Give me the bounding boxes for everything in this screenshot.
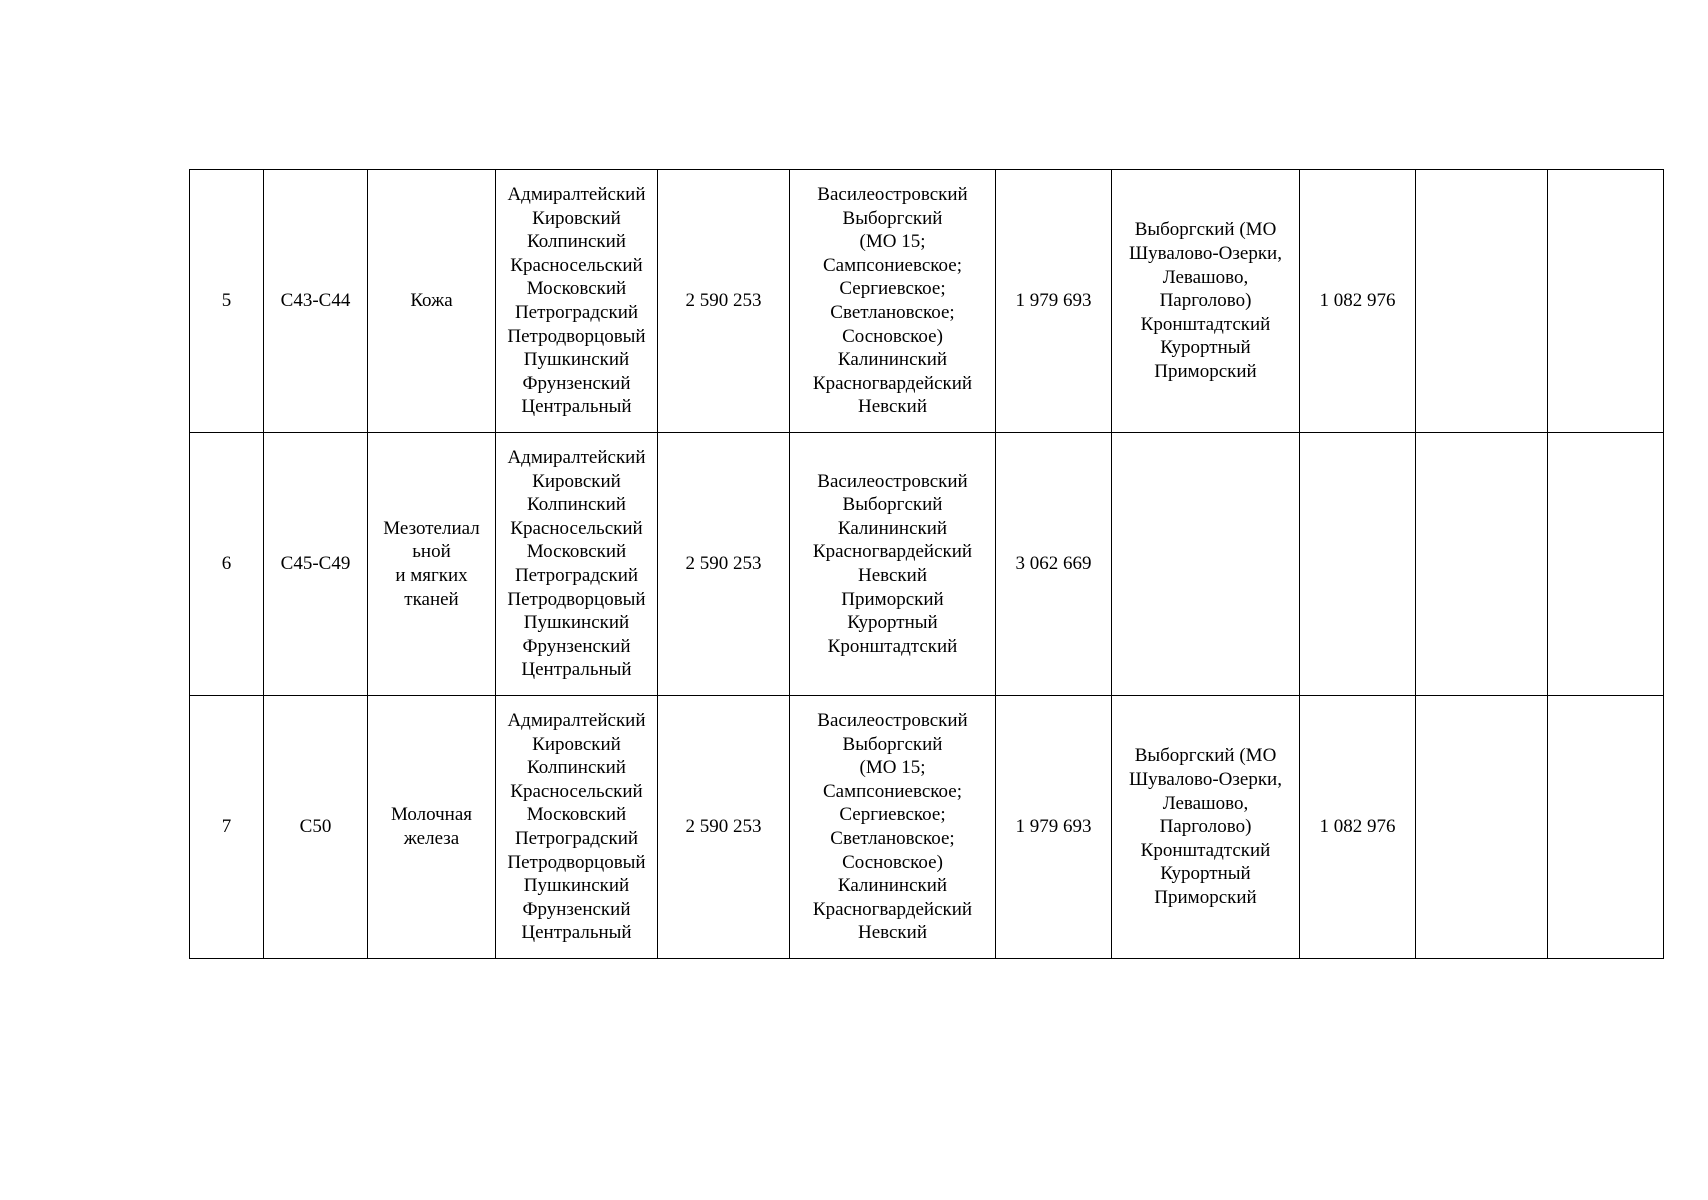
cell-line: Колпинский [527,231,626,253]
cell-line: Кронштадтский [827,635,958,657]
cell-line: Василеостровский [817,184,968,206]
cell-line: Центральный [521,396,632,418]
cell-line: Выборгский [842,733,943,755]
group2-districts-cell [790,170,996,433]
cell-line: ьной [412,541,451,563]
cell-line: Московский [526,804,627,826]
extra2-cell [1548,696,1664,959]
cell-line: Сосновское) [842,325,943,347]
cell-line: Светлановское; [830,828,955,849]
cell-line: Левашово, [1162,792,1249,814]
cell-line: Мезотелиал [383,517,480,539]
cell-line: Красногвардейский [812,372,973,394]
group3-value-cell [1300,433,1416,696]
cell-line: Сергиевское; [839,804,946,826]
cell-line: Сампсониевское; [822,780,962,802]
row-number-cell: 7 [190,696,264,959]
cell-line: (МО 15; [859,757,926,779]
cell-line: Парголово) [1159,290,1252,312]
cell-line: Красносельский [510,780,643,802]
cell-line: Пушкинский [523,349,630,371]
extra2-cell [1548,170,1664,433]
cell-line: Адмиралтейский [507,710,646,732]
cell-line: Колпинский [527,757,626,779]
localization-cell [368,170,496,433]
cell-line: Невский [857,565,927,586]
cell-line: Калининский [837,875,948,897]
cell-line: Красносельский [510,517,643,539]
extra2-cell [1548,433,1664,696]
cell-line: Калининский [837,349,948,371]
group1-value-cell: 2 590 253 [658,170,790,433]
cell-line: Шувалово-Озерки, [1129,769,1282,791]
group3-value-cell: 1 082 976 [1300,696,1416,959]
extra1-cell [1416,433,1548,696]
cell-line: Петродворцовый [507,588,646,610]
cell-line: Сосновское) [842,851,943,873]
cell-line: тканей [404,588,459,610]
localization-cell [368,433,496,696]
cell-line: Кронштадтский [1140,313,1271,335]
cell-line: Кировский [532,207,621,229]
table-body [190,170,1664,959]
cell-line: Курортный [847,612,938,634]
cell-line: Пушкинский [523,875,630,897]
extra1-cell [1416,170,1548,433]
cell-line: Сергиевское; [839,278,946,300]
group2-districts-cell [790,433,996,696]
cell-line: Приморский [841,588,944,610]
icd-code-cell: С45-С49 [264,433,368,696]
cell-line: Московский [526,541,627,563]
cell-line: Курортный [1160,337,1251,359]
cell-line: и мягких [395,565,468,586]
cell-line: Петроградский [514,302,639,323]
cell-line: Молочная [390,804,473,826]
cell-line: Фрунзенский [522,635,631,657]
cell-line: Василеостровский [817,470,968,492]
cell-line: Петроградский [514,565,639,586]
cell-line: Петроградский [514,828,639,849]
cell-line: Фрунзенский [522,898,631,920]
icd-code-cell: С50 [264,696,368,959]
cell-line: Василеостровский [817,710,968,732]
table-row [190,696,1664,959]
cell-line: Выборгский (МО [1134,745,1277,767]
cell-line: Кировский [532,733,621,755]
icd-code-cell: С43-С44 [264,170,368,433]
cell-line: Кожа [410,290,453,312]
group2-value-cell: 3 062 669 [996,433,1112,696]
cell-line: Адмиралтейский [507,447,646,469]
cell-line: Фрунзенский [522,372,631,394]
cell-line: Приморский [1154,886,1257,908]
data-table [189,169,1664,959]
group3-value-cell: 1 082 976 [1300,170,1416,433]
cell-line: Светлановское; [830,302,955,323]
cell-line: Московский [526,278,627,300]
cell-line: Шувалово-Озерки, [1129,243,1282,265]
cell-line: Красногвардейский [812,898,973,920]
cell-line: Петродворцовый [507,851,646,873]
cell-line: (МО 15; [859,231,926,253]
group2-value-cell: 1 979 693 [996,696,1112,959]
cell-line: Колпинский [527,494,626,516]
cell-line: Центральный [521,659,632,681]
group1-value-cell: 2 590 253 [658,433,790,696]
group1-districts-cell [496,433,658,696]
cell-line: Центральный [521,922,632,944]
cell-line: Невский [857,396,927,418]
cell-line: Адмиралтейский [507,184,646,206]
group2-value-cell: 1 979 693 [996,170,1112,433]
cell-line: Сампсониевское; [822,254,962,276]
cell-line: Пушкинский [523,612,630,634]
cell-line: Выборгский (МО [1134,219,1277,241]
cell-line: Кировский [532,470,621,492]
cell-line: Парголово) [1159,816,1252,838]
group3-districts-cell [1112,696,1300,959]
extra1-cell [1416,696,1548,959]
table-row [190,433,1664,696]
group3-districts-cell [1112,433,1300,696]
localization-cell [368,696,496,959]
group1-districts-cell [496,696,658,959]
row-number-cell: 5 [190,170,264,433]
cell-line: Левашово, [1162,266,1249,288]
cell-line: Выборгский [842,494,943,516]
cell-line: Красногвардейский [812,541,973,563]
cell-line: Невский [857,922,927,944]
table-row [190,170,1664,433]
cell-line: Калининский [837,517,948,539]
cell-line: Петродворцовый [507,325,646,347]
cell-line: Курортный [1160,863,1251,885]
row-number-cell: 6 [190,433,264,696]
cell-line: Красносельский [510,254,643,276]
cell-line: Кронштадтский [1140,839,1271,861]
group1-districts-cell [496,170,658,433]
cell-line: Выборгский [842,207,943,229]
group3-districts-cell [1112,170,1300,433]
cell-line: железа [403,828,460,849]
group2-districts-cell [790,696,996,959]
cell-line: Приморский [1154,360,1257,382]
group1-value-cell: 2 590 253 [658,696,790,959]
